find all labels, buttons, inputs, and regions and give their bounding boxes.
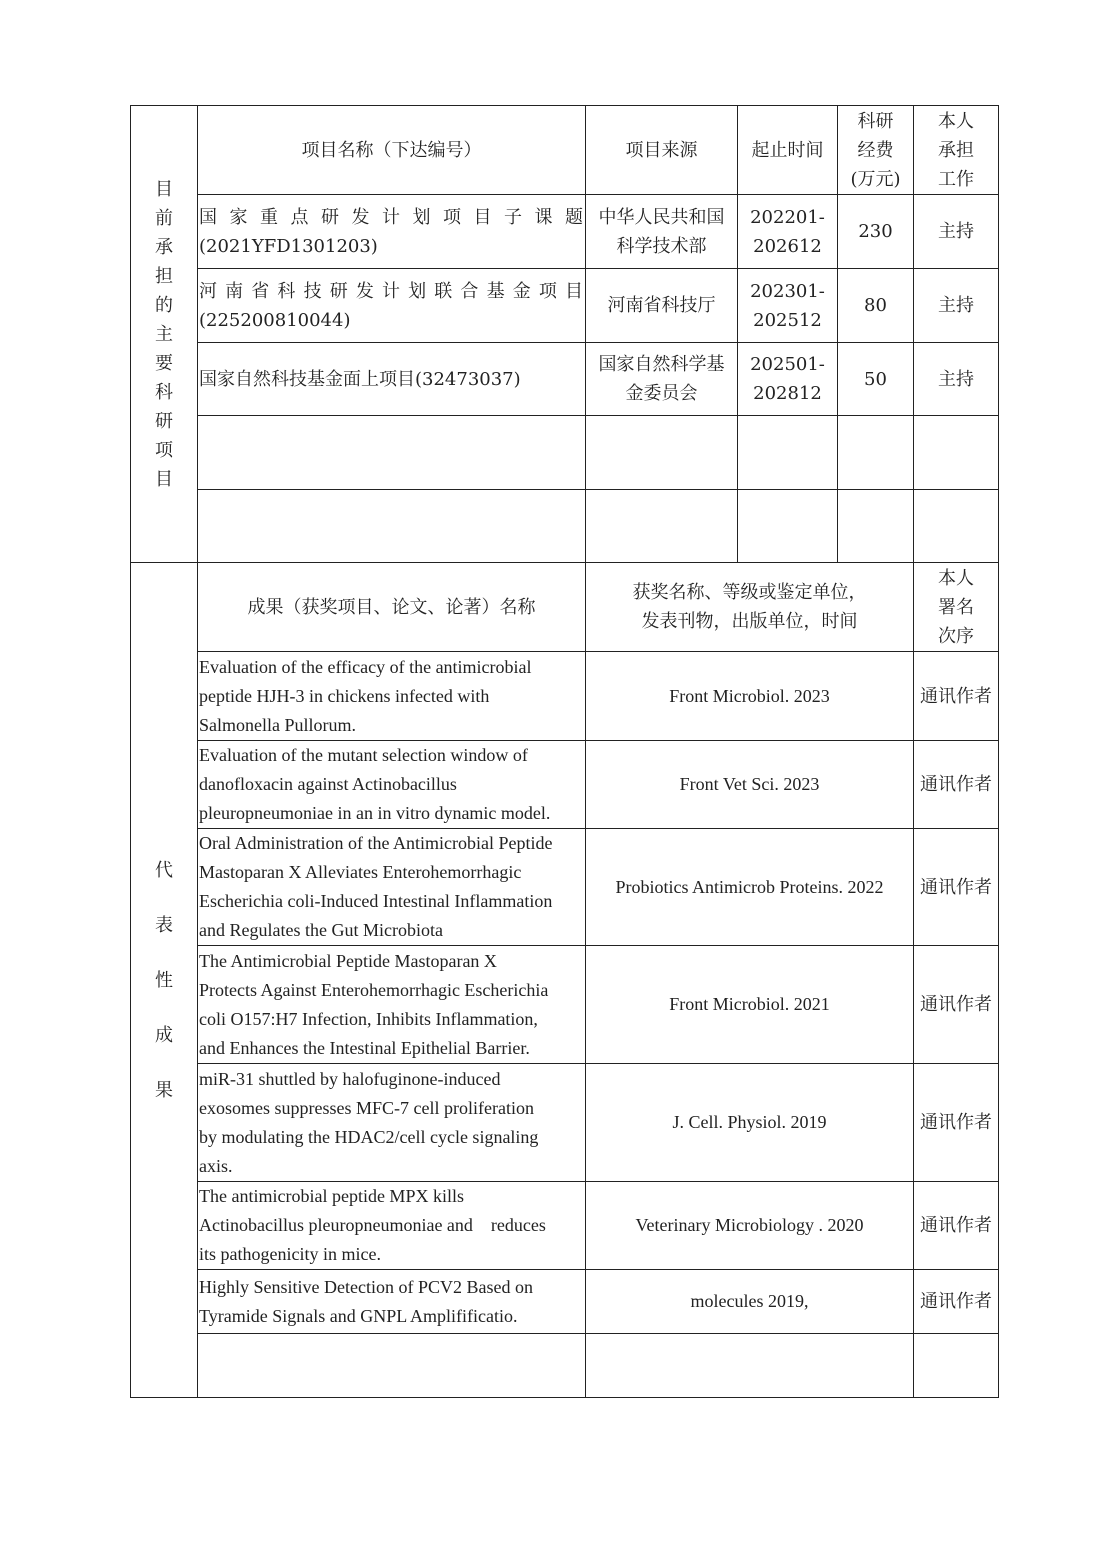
header-project-name: 项目名称（下达编号） — [198, 106, 586, 195]
project-funding: 230 — [838, 195, 914, 269]
achievements-section-label: 代 表 性 成 果 — [131, 563, 198, 1398]
achievement-author-order: 通讯作者 — [914, 829, 999, 946]
achievement-title: miR-31 shuttled by halofuginone-induced exosomes suppresses MFC-7 cell proliferation by modulating the HDAC2/cell cycle signaling axis. — [198, 1064, 586, 1182]
achievement-venue: Probiotics Antimicrob Proteins. 2022 — [586, 829, 914, 946]
achievement-title: Highly Sensitive Detection of PCV2 Based on Tyramide Signals and GNPL Amplifificatio. — [198, 1270, 586, 1334]
achievement-author-order: 通讯作者 — [914, 652, 999, 741]
achievement-row — [131, 829, 999, 946]
achievement-author-order: 通讯作者 — [914, 1182, 999, 1270]
achievement-venue: molecules 2019, — [586, 1270, 914, 1334]
empty-cell — [586, 1334, 914, 1398]
project-role: 主持 — [914, 343, 999, 416]
empty-cell — [198, 490, 586, 563]
achievement-row — [131, 1064, 999, 1182]
empty-cell — [838, 490, 914, 563]
achievement-row — [131, 1182, 999, 1270]
project-period: 202501- 202812 — [738, 343, 838, 416]
empty-cell — [738, 490, 838, 563]
project-row-empty — [131, 490, 999, 563]
projects-header-row — [131, 106, 999, 195]
achievement-author-order: 通讯作者 — [914, 1270, 999, 1334]
achievement-venue: Front Microbiol. 2023 — [586, 652, 914, 741]
project-role: 主持 — [914, 195, 999, 269]
project-role: 主持 — [914, 269, 999, 343]
project-row — [131, 343, 999, 416]
achievement-title: Evaluation of the mutant selection window of danofloxacin against Actinobacillus pleuropneumoniae in an in vitro dynamic model. — [198, 741, 586, 829]
empty-cell — [838, 416, 914, 490]
header-role: 本人 承担 工作 — [914, 106, 999, 195]
header-project-source: 项目来源 — [586, 106, 738, 195]
achievement-title: Evaluation of the efficacy of the antimicrobial peptide HJH-3 in chickens infected with Salmonella Pullorum. — [198, 652, 586, 741]
header-author-order: 本人 署名 次序 — [914, 563, 999, 652]
project-name: 国家自然科技基金面上项目(32473037) — [198, 343, 586, 416]
research-form-table — [130, 105, 999, 1398]
achievement-row — [131, 1270, 999, 1334]
project-funding: 50 — [838, 343, 914, 416]
achievement-row — [131, 946, 999, 1064]
achievement-author-order: 通讯作者 — [914, 1064, 999, 1182]
empty-cell — [198, 416, 586, 490]
empty-cell — [198, 1334, 586, 1398]
achievements-header-row — [131, 563, 999, 652]
achievement-title: Oral Administration of the Antimicrobial Peptide Mastoparan X Alleviates Enterohemorrhagic Escherichia coli-Induced Intestinal Inflammation and Regulates the Gut Microbiota — [198, 829, 586, 946]
achievement-row — [131, 741, 999, 829]
project-period: 202301- 202512 — [738, 269, 838, 343]
empty-cell — [586, 490, 738, 563]
achievement-venue: Front Microbiol. 2021 — [586, 946, 914, 1064]
achievement-author-order: 通讯作者 — [914, 741, 999, 829]
achievement-title: The Antimicrobial Peptide Mastoparan X Protects Against Enterohemorrhagic Escherichia coli O157:H7 Infection, Inhibits Inflammation, and Enhances the Intestinal Epithelial Barrier. — [198, 946, 586, 1064]
achievement-venue: Veterinary Microbiology . 2020 — [586, 1182, 914, 1270]
project-source: 中华人民共和国 科学技术部 — [586, 195, 738, 269]
project-name: 国 家 重 点 研 发 计 划 项 目 子 课 题 (2021YFD1301203) — [198, 195, 586, 269]
projects-section-label: 目 前 承 担 的 主 要 科 研 项 目 — [131, 106, 198, 563]
project-funding: 80 — [838, 269, 914, 343]
project-source: 国家自然科学基 金委员会 — [586, 343, 738, 416]
achievement-row-empty — [131, 1334, 999, 1398]
empty-cell — [586, 416, 738, 490]
empty-cell — [914, 490, 999, 563]
project-row — [131, 269, 999, 343]
header-period: 起止时间 — [738, 106, 838, 195]
project-row — [131, 195, 999, 269]
empty-cell — [914, 416, 999, 490]
header-venue: 获奖名称、等级或鉴定单位， 发表刊物，出版单位，时间 — [586, 563, 914, 652]
achievement-venue: Front Vet Sci. 2023 — [586, 741, 914, 829]
empty-cell — [914, 1334, 999, 1398]
project-period: 202201- 202612 — [738, 195, 838, 269]
achievement-title: The antimicrobial peptide MPX kills Actinobacillus pleuropneumoniae and reduces its pathogenicity in mice. — [198, 1182, 586, 1270]
achievement-row — [131, 652, 999, 741]
header-funding: 科研 经费 (万元) — [838, 106, 914, 195]
achievement-venue: J. Cell. Physiol. 2019 — [586, 1064, 914, 1182]
achievement-author-order: 通讯作者 — [914, 946, 999, 1064]
header-achievement-name: 成果（获奖项目、论文、论著）名称 — [198, 563, 586, 652]
project-source: 河南省科技厅 — [586, 269, 738, 343]
project-name: 河 南 省 科 技 研 发 计 划 联 合 基 金 项 目 (225200810044) — [198, 269, 586, 343]
empty-cell — [738, 416, 838, 490]
project-row-empty — [131, 416, 999, 490]
